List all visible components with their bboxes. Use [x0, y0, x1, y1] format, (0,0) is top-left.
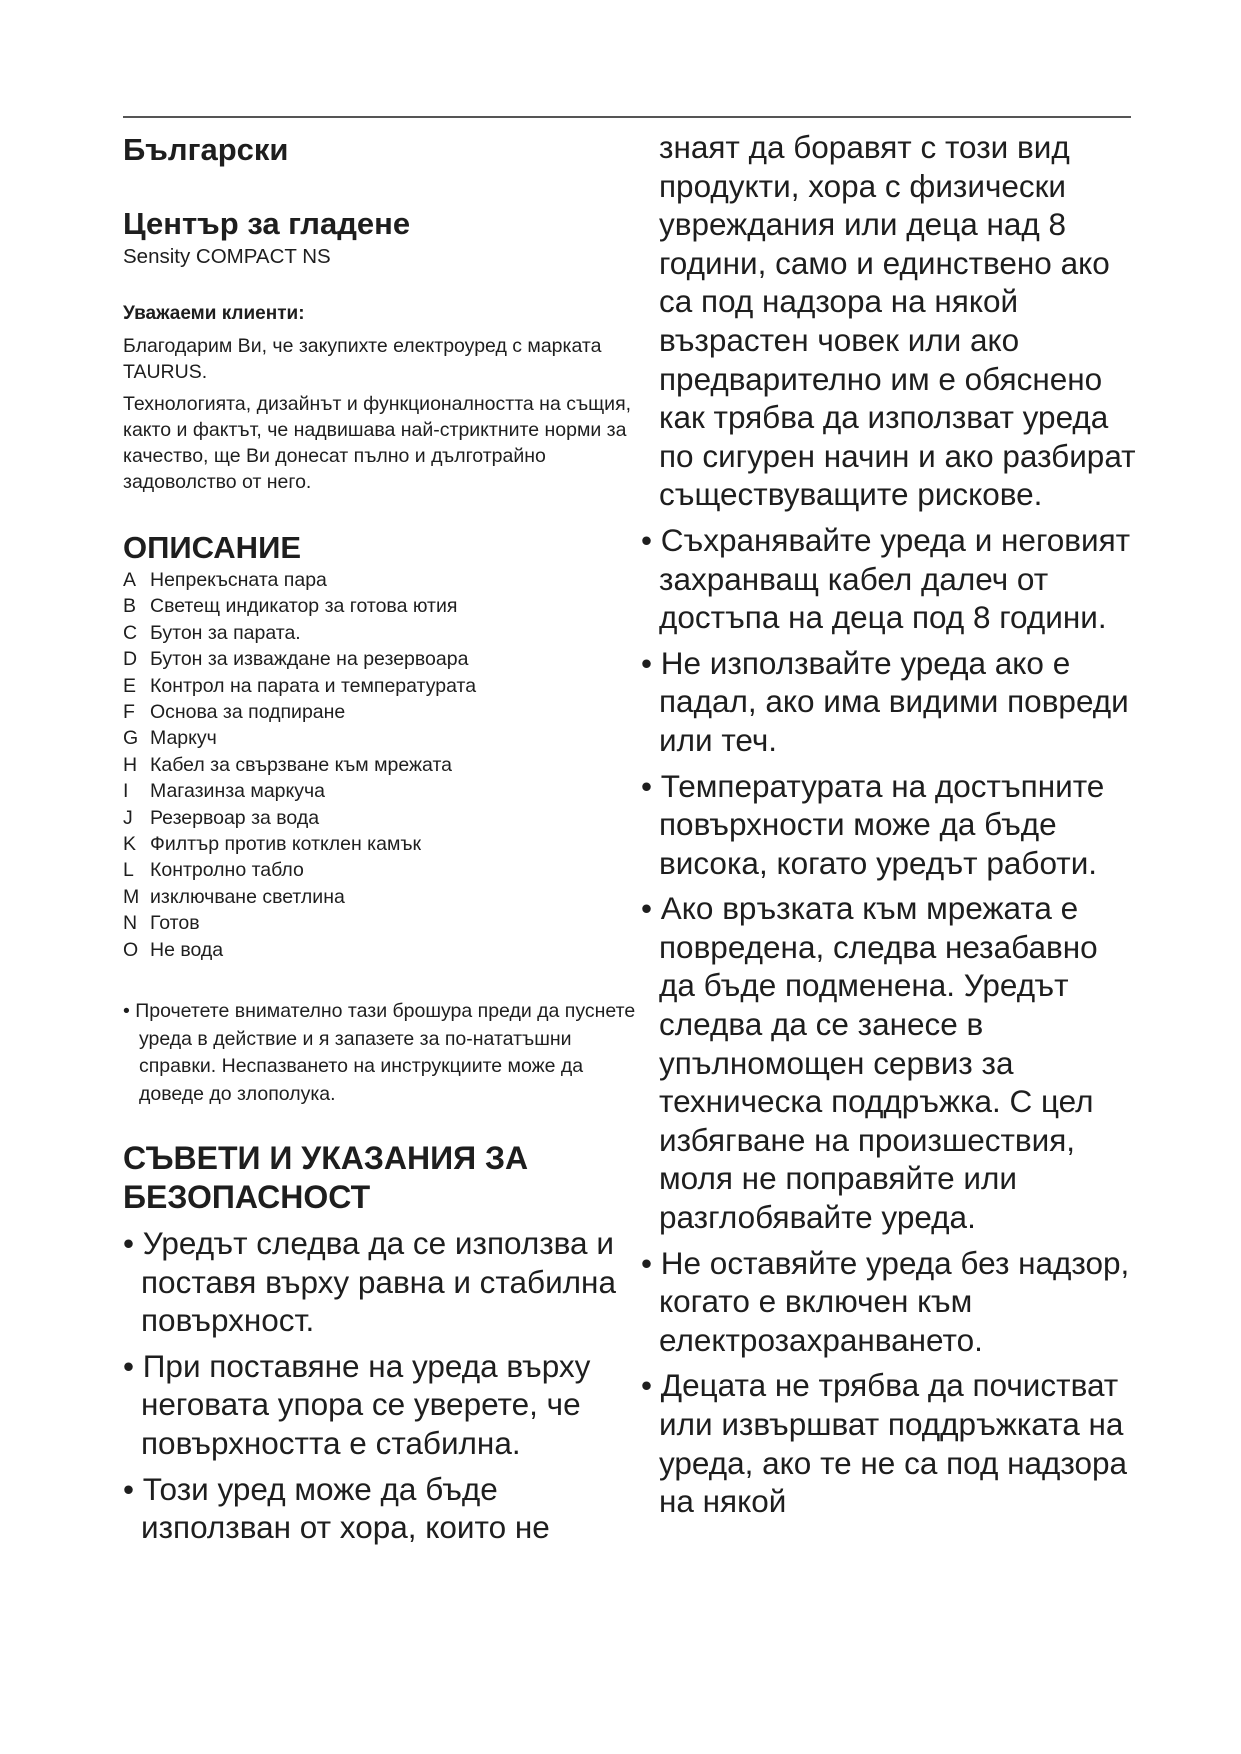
greeting-paragraph: Технологията, дизайнът и функционалността на същия, както и фактът, че надвишава най-стриктните норми за качество, ще Ви донесат пълно и дълготрайно задоволство от него.: [123, 393, 632, 493]
part-label: Маркуч: [150, 727, 217, 750]
safety-item-continuation: знаят да боравят с този вид продукти, хора с физически увреждания или деца над 8 години, само и единствено ако са под надзора на някой възрастен човек или ако предварително им е обяснено как трябва да използват уреда по сигурен начин и ако разбират съществуващите рискове.: [659, 129, 1136, 513]
top-rule: [123, 116, 1131, 118]
part-label: Светещ индикатор за готова ютия: [150, 595, 458, 618]
part-label: Бутон за изваждане на резервоара: [150, 648, 469, 671]
part-item: [123, 805, 638, 831]
part-letter: O: [123, 938, 139, 961]
part-item: [123, 857, 638, 883]
left-column: [123, 128, 638, 1547]
greeting-paragraph: Благодарим Ви, че закупихте електроуред с марката TAURUS.: [123, 335, 602, 383]
part-label: Непрекъсната пара: [150, 569, 327, 591]
part-label: Магазинза маркуча: [150, 780, 326, 803]
part-label: Резервоар за вода: [150, 806, 320, 829]
part-letter: G: [123, 727, 139, 750]
part-item: [123, 725, 638, 751]
part-item: [123, 937, 638, 963]
part-letter: N: [123, 912, 138, 935]
safety-item: • Съхранявайте уреда и неговият захранващ кабел далеч от достъпа на деца под 8 години.: [641, 521, 1131, 636]
parts-list: [123, 567, 638, 963]
part-item: [123, 646, 638, 672]
safety-item: • Децата не трябва да почистват или извършват поддръжката на уреда, ако те не са под надзора на някой: [641, 1367, 1128, 1520]
part-item: [123, 884, 638, 910]
part-letter: H: [123, 753, 138, 776]
part-label: Основа за подпиране: [150, 701, 346, 724]
part-label: Контролно табло: [150, 859, 304, 882]
safety-item: • Не оставяйте уреда без надзор, когато е включен към електрозахранването.: [641, 1244, 1130, 1358]
part-label: Контрол на парата и температурата: [150, 674, 477, 697]
part-item: [123, 778, 638, 804]
safety-item: • При поставяне на уреда върху неговата упора се уверете, че повърхността е стабилна.: [123, 1347, 591, 1462]
part-item: [123, 831, 638, 857]
part-item: [123, 620, 638, 646]
safety-heading-line: СЪВЕТИ И УКАЗАНИЯ ЗА: [123, 1140, 529, 1177]
part-letter: K: [123, 833, 137, 856]
part-letter: M: [123, 885, 140, 908]
part-letter: F: [123, 701, 135, 724]
part-label: Кабел за свързване към мрежата: [150, 753, 453, 776]
part-item: [123, 910, 638, 936]
safety-list-left: [123, 1224, 638, 1547]
part-letter: E: [123, 674, 137, 697]
part-label: Не вода: [150, 938, 224, 961]
safety-heading-line: БЕЗОПАСНОСТ: [123, 1179, 371, 1216]
product-model: Sensity COMPACT NS: [123, 245, 331, 268]
safety-list-right: [641, 521, 1139, 1521]
part-item: [123, 673, 638, 699]
product-title: Център за гладене: [123, 206, 411, 241]
safety-item: • Уредът следва да се използва и поставя върху равна и стабилна повърхност.: [123, 1225, 616, 1339]
safety-item: • Този уред може да бъде използван от хора, които не: [123, 1470, 550, 1546]
part-item: [123, 752, 638, 778]
part-letter: J: [123, 806, 133, 829]
part-item: [123, 567, 638, 593]
read-instructions-note: • Прочетете внимателно тази брошура преди да пуснете уреда в действие и я запазете за по-нататъшни справки. Неспазването на инструкциите може да доведе до злополука.: [123, 1000, 636, 1105]
part-label: изключване светлина: [150, 885, 345, 908]
part-label: Бутон за парата.: [150, 621, 301, 644]
part-item: [123, 699, 638, 725]
part-letter: B: [123, 595, 137, 618]
language-heading: Български: [123, 132, 289, 167]
safety-item: • Не използвайте уреда ако е падал, ако има видими повреди или теч.: [641, 644, 1129, 758]
right-column: [641, 128, 1139, 1521]
safety-item: • Ако връзката към мрежата е повредена, следва незабавно да бъде подменена. Уредът следва да се занесе в упълномощен сервиз за техническа поддръжка. С цел избягване на произшествия, моля не поправяйте или разглобявайте уреда.: [641, 890, 1098, 1236]
part-item: [123, 593, 638, 619]
part-label: Готов: [150, 912, 200, 935]
safety-heading: [123, 1139, 638, 1217]
part-letter: I: [123, 780, 129, 803]
safety-item: • Температурата на достъпните повърхности може да бъде висока, когато уредът работи.: [641, 767, 1105, 881]
part-letter: D: [123, 648, 138, 671]
greeting-title: Уважаеми клиенти:: [123, 303, 305, 324]
part-letter: A: [123, 569, 137, 591]
part-label: Филтър против котклен камък: [150, 833, 422, 856]
part-letter: C: [123, 621, 138, 644]
part-letter: L: [123, 859, 134, 882]
description-heading: ОПИСАНИЕ: [123, 530, 302, 565]
